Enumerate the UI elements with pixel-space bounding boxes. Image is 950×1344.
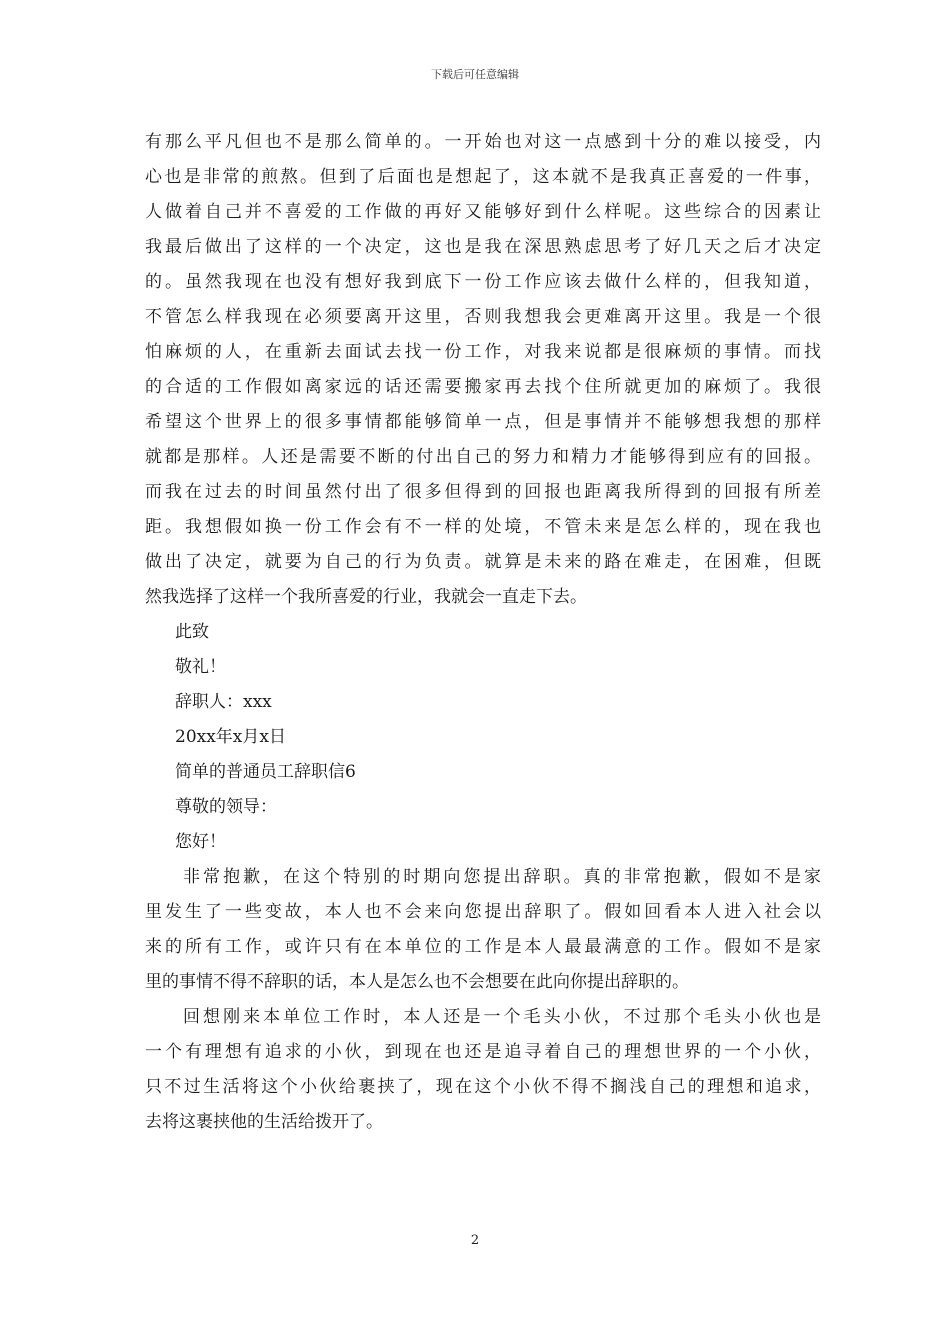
text-line: 距。我想假如换一份工作会有不一样的处境，不管未来是怎么样的，现在我也	[145, 517, 821, 537]
letter-title: 简单的普通员工辞职信6	[175, 762, 356, 782]
text-line: 非常抱歉，在这个特别的时期向您提出辞职。真的非常抱歉，假如不是家	[183, 867, 821, 887]
text-line: 只不过生活将这个小伙给裹挟了，现在这个小伙不得不搁浅自己的理想和追求，	[145, 1077, 821, 1097]
text-line: 而我在过去的时间虽然付出了很多但得到的回报也距离我所得到的回报有所差	[145, 482, 821, 502]
text-line: 来的所有工作，或许只有在本单位的工作是本人最最满意的工作。假如不是家	[145, 937, 821, 957]
text-line: 然我选择了这样一个我所喜爱的行业，我就会一直走下去。	[145, 587, 587, 607]
text-line: 的。虽然我现在也没有想好我到底下一份工作应该去做什么样的，但我知道，	[145, 272, 821, 292]
page-header: 下载后可任意编辑	[431, 68, 519, 81]
text-line: 有那么平凡但也不是那么简单的。一开始也对这一点感到十分的难以接受，内	[145, 132, 821, 152]
text-line: 就都是那样。人还是需要不断的付出自己的努力和精力才能够得到应有的回报。	[145, 447, 821, 467]
text-line: 希望这个世界上的很多事情都能够简单一点，但是事情并不能够想我想的那样	[145, 412, 821, 432]
text-line: 不管怎么样我现在必须要离开这里，否则我想我会更难离开这里。我是一个很	[145, 307, 821, 327]
letter-hello: 您好！	[175, 832, 226, 852]
text-line: 心也是非常的煎熬。但到了后面也是想起了，这本就不是我真正喜爱的一件事，	[145, 167, 821, 187]
closing-salutation: 此致	[175, 622, 209, 642]
letter-paragraph-2	[145, 1000, 821, 1140]
page-number: 2	[470, 1233, 480, 1248]
text-line: 人做着自己并不喜爱的工作做的再好又能够好到什么样呢。这些综合的因素让	[145, 202, 821, 222]
paragraph-continuation	[145, 125, 821, 615]
signer-line: 辞职人：xxx	[175, 692, 272, 712]
document-body	[145, 125, 821, 1140]
text-line: 里的事情不得不辞职的话，本人是怎么也不会想要在此向你提出辞职的。	[145, 972, 689, 992]
date-line: 20xx年x月x日	[175, 727, 286, 747]
text-line: 回想刚来本单位工作时，本人还是一个毛头小伙，不过那个毛头小伙也是	[183, 1007, 821, 1027]
text-line: 怕麻烦的人，在重新去面试去找一份工作，对我来说都是很麻烦的事情。而找	[145, 342, 821, 362]
closing-regards: 敬礼！	[175, 657, 226, 677]
text-line: 我最后做出了这样的一个决定，这也是我在深思熟虑思考了好几天之后才决定	[145, 237, 821, 257]
letter-paragraph-1	[145, 860, 821, 1000]
text-line: 的合适的工作假如离家远的话还需要搬家再去找个住所就更加的麻烦了。我很	[145, 377, 821, 397]
text-line: 里发生了一些变故，本人也不会来向您提出辞职了。假如回看本人进入社会以	[145, 902, 821, 922]
letter-greeting: 尊敬的领导：	[175, 797, 277, 817]
text-line: 一个有理想有追求的小伙，到现在也还是追寻着自己的理想世界的一个小伙，	[145, 1042, 821, 1062]
text-line: 去将这裹挟他的生活给拨开了。	[145, 1112, 383, 1132]
text-line: 做出了决定，就要为自己的行为负责。就算是未来的路在难走，在困难，但既	[145, 552, 821, 572]
